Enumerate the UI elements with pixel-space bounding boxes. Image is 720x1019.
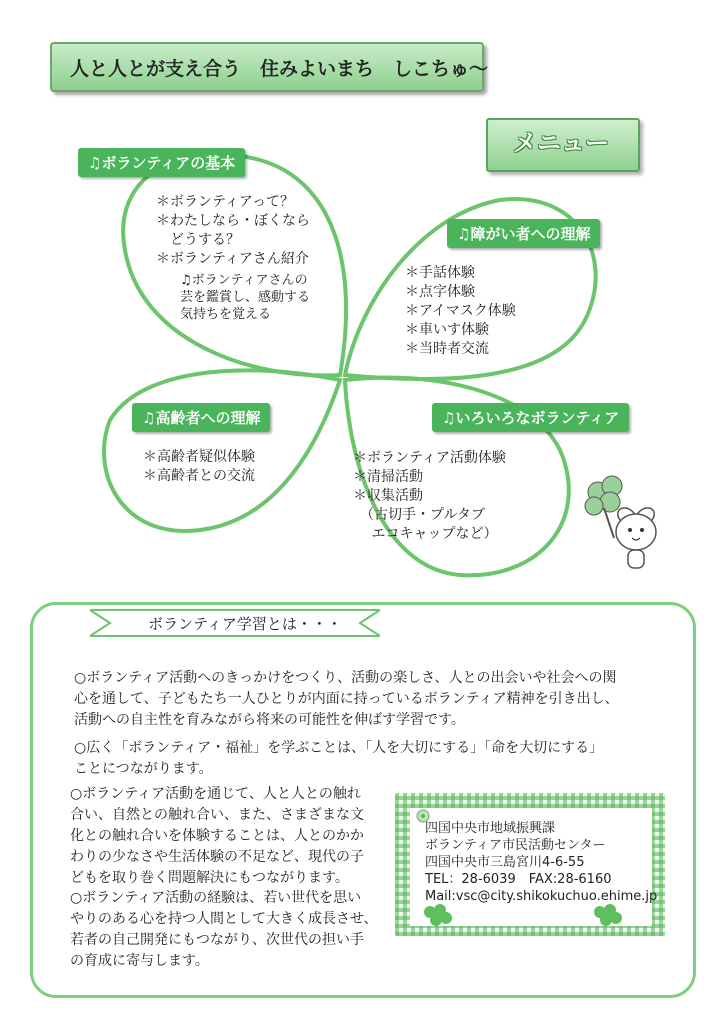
list-item: ＊高齢者との交流 (143, 468, 255, 484)
menu-title: メニュー (513, 129, 609, 157)
contact-line: ボランティア市民活動センター (425, 838, 606, 853)
contact-line: TEL：28-6039 FAX:28-6160 (425, 872, 612, 887)
learning-para-1: ○ボランティア活動へのきっかけをつくり、活動の楽しさ、人との出会いや社会への関 心を通して、子どもたち一人ひとりが内面に持っているボランティア精神を引き出し、 活動への自主性を育みながら将来の可能性を伸ばす学習です。 (74, 670, 619, 728)
list-item: ＊清掃活動 (353, 469, 423, 485)
label-volunteer-basics: ♫ボランティアの基本 (78, 148, 245, 177)
list-item: ＊当時者交流 (405, 341, 489, 357)
list-item: ＊わたしなら・ぼくなら (156, 213, 310, 229)
list-item: ＊ボランティアさん紹介 (156, 251, 309, 267)
contact-info (425, 820, 657, 905)
label-various-volunteer: ♫いろいろなボランティア (432, 403, 629, 432)
list-item: ＊手話体験 (405, 265, 475, 281)
leaf-top-left-sub (180, 272, 310, 323)
leaf-top-left-items (156, 193, 310, 269)
list-item: ＊ボランティアって？ (156, 194, 295, 210)
list-item: ♫ボランティアさんの (180, 273, 308, 288)
contact-email[interactable]: Mail:vsc@city.shikokuchuo.ehime.jp (425, 889, 658, 904)
page-title: 人と人とが支え合う 住みよいまち しこちゅ～ (70, 58, 489, 80)
learning-para-3: ○ボランティア活動を通じて、人と人との触れ 合い、自然との触れ合い、また、さまざまな文 化との触れ合いを体験することは、人とのかか わりの少なさや生活体験の不足など、現代の子 どもを取り巻く問題解決にもつながります。 (70, 786, 364, 886)
learning-para-4: ○ボランティア活動の経験は、若い世代を思い やりのある心を持つ人間として大きく成長させ、 若者の自己開発にもつながり、次世代の担い手 の育成に寄与します。 (70, 890, 378, 969)
list-item: ＊点字体験 (405, 284, 475, 300)
list-item: ＊ボランティア活動体験 (353, 450, 506, 466)
list-item: エコキャップなど） (353, 526, 498, 542)
learning-title: ボランティア学習とは・・・ (148, 615, 342, 633)
list-item: ＊収集活動 (353, 488, 423, 504)
label-elderly-understanding: ♫高齢者への理解 (132, 403, 270, 432)
contact-line: 四国中央市地域振興課 (425, 821, 556, 836)
learning-para-2: ○広く「ボランティア・福祉」を学ぶことは、「人を大切にする」「命を大切にする」 ことにつながります。 (74, 740, 604, 777)
list-item: ＊車いす体験 (405, 322, 489, 338)
list-item: ＊アイマスク体験 (405, 303, 516, 319)
clover-decoration-icon (420, 902, 460, 928)
list-item: 気持ちを覚える (180, 307, 272, 322)
leaf-top-right-items (405, 264, 516, 359)
contact-line: 四国中央市三島宮川4-6-55 (425, 855, 585, 870)
list-item: どうする？ (156, 232, 240, 248)
list-item: ＊高齢者疑似体験 (143, 449, 255, 465)
label-disability-understanding: ♫障がい者への理解 (447, 219, 600, 248)
clover-decoration-icon (590, 902, 630, 928)
leaf-bottom-right-items (353, 449, 506, 544)
leaf-bottom-left-items (143, 448, 255, 486)
list-item: （古切手・プルタブ (353, 507, 485, 523)
clover-mascot (585, 476, 656, 568)
list-item: 芸を鑑賞し、感動する (180, 290, 311, 305)
